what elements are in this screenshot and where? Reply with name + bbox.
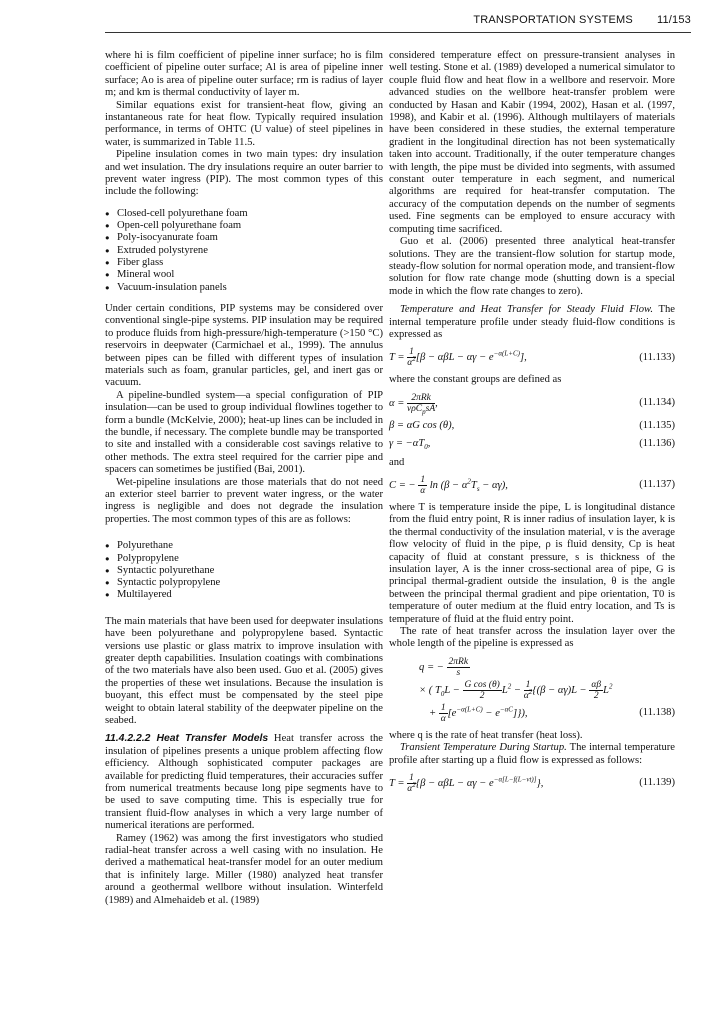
equation-number: (11.134): [639, 397, 675, 409]
list-item: ● Polypropylene: [105, 553, 383, 565]
list-item: ● Poly-isocyanurate foam: [105, 232, 383, 244]
paragraph-heading: Temperature and Heat Transfer for Steady Fluid Flow.: [400, 304, 653, 316]
equation-number: (11.139): [639, 777, 675, 789]
list-item: ● Syntactic polyurethane: [105, 565, 383, 577]
paragraph-text: The internal temperature profile after starting up a fluid flow is expressed as follows:: [389, 742, 675, 766]
paragraph: The rate of heat transfer across the insulation layer over the whole length of the pipeline is expressed as: [389, 626, 675, 650]
list-item: ● Open-cell polyurethane foam: [105, 220, 383, 232]
paragraph: A pipeline-bundled system—a special configuration of PIP insulation—can be used to group individual flowlines together to form a bundle (McKelvie, 2000); heat-up lines can be included in the bundle, if necessary. The complete bundle may be transported to site and installed with a considerable cost savings relative to other methods. The extra steel required for the carrier pipe and spacers can sometimes be justified (Bai, 2001).: [105, 389, 383, 476]
running-header: [105, 14, 691, 33]
paragraph: and: [389, 456, 405, 468]
equation-number: (11.138): [639, 707, 675, 719]
section-heading: 11.4.2.2.2 Heat Transfer Models: [105, 733, 269, 745]
equation-number: (11.136): [639, 438, 675, 450]
equation-11-138: q = − $\frac{\text{2πRk}}{s}$ × ( $T_0L$ − $\frac{\text{G cos (θ)}}{2}$ $L^2$ − $\frac{1}{\alpha^2}$ {(β − αγ)L − $\frac{\alpha\beta}{2}$ $L^2$ + $\frac{1}{\alpha}$ $[e^{-\alpha(L+C)} - e^{-\alpha C}]$}), (11.138): [419, 656, 675, 724]
list-item: ● Polyurethane: [105, 540, 383, 552]
list-item: ● Closed-cell polyurethane foam: [105, 208, 383, 220]
equation-number: (11.135): [639, 419, 675, 431]
paragraph: [389, 742, 675, 767]
right-column: [389, 50, 675, 800]
equation-11-135: β = αG cos (θ), (11.135): [389, 419, 675, 431]
paragraph: The main materials that have been used for deepwater insulations have been polyurethane and polypropylene based. Syntactic versions use plastic or glass matrix to improve insulation with greater depth capabilities. Insulation coatings with combinations of the two materials have also been used. Guo et al. (2005) gives the properties of these wet insulations. Because the insulation is buoyant, this effect must be compensated by the steel pipe weight to obtain lateral stability of the deepwater pipeline on the seabed.: [105, 615, 383, 726]
paragraph: Guo et al. (2006) presented three analytical heat-transfer solutions. They are the transient-flow solution for startup mode, steady-flow solution for normal operation mode, and transient-flow solution for flow rate change mode (shutting down is a special mode in which the flow rate changes to zero).: [389, 236, 675, 297]
paragraph: Pipeline insulation comes in two main types: dry insulation and wet insulation. The dry insulations require an outer barrier to prevent water ingress (PIP). The most common types of this include the following:: [105, 149, 383, 198]
paragraph-text: Heat transfer across the insulation of pipelines presents a unique problem affecting flow efficiency. Although sophisticated computer packages are available for predicting fluid temperatures, their accuracies suffer from numerical treatments because long pipe segments have to be used to save computing time. This is especially true for transient fluid-flow analyses in which a very large number of numerical iterations are performed.: [105, 733, 383, 832]
paragraph-text: The internal temperature profile under steady fluid-flow conditions is expressed as: [389, 304, 675, 340]
paragraph-heading: Transient Temperature During Startup.: [400, 742, 567, 754]
list-item: ● Vacuum-insulation panels: [105, 282, 383, 294]
paragraph: where the constant groups are defined as: [389, 374, 562, 386]
equation-11-139: T = $\frac{1}{\alpha^2}$ $\{\beta - \alpha\beta L - \alpha\gamma - e^{-\alpha[L-f(L-vt)]}\}$, (11.139): [389, 773, 675, 795]
equation-number: (11.137): [639, 479, 675, 491]
equation-11-133: T = $\frac{1}{\alpha^2}$ $[\beta - \alpha\beta L - \alpha\gamma - e^{-\alpha(L+C)}]$, (11.133): [389, 347, 675, 369]
page-number: 11/153: [656, 14, 691, 26]
dry-insulation-list: [105, 208, 383, 294]
paragraph: where hi is film coefficient of pipeline inner surface; ho is film coefficient of pipeline outer surface; Al is area of pipeline inner surface; Ao is area of pipeline outer surface; rm is radius of layer m; and km is thermal conductivity of layer m.: [105, 50, 383, 99]
list-item: ● Multilayered: [105, 589, 383, 601]
list-item: ● Syntactic polypropylene: [105, 577, 383, 589]
equation-11-136: $\gamma = -\alpha T_0$, (11.136): [389, 438, 675, 452]
wet-insulation-list: [105, 540, 383, 601]
equation-11-137: C = − $\frac{1}{\alpha}$ $\ln (\beta - \alpha^2T_s - \alpha\gamma)$, (11.137): [389, 474, 675, 496]
paragraph: where q is the rate of heat transfer (heat loss).: [389, 729, 583, 741]
paragraph: [389, 304, 675, 341]
section-paragraph: [105, 733, 383, 832]
equation-11-134: α = $\frac{\text{2πRk}}{v\rho C_psA}$ , (11.134): [389, 392, 675, 416]
paragraph: Ramey (1962) was among the first investigators who studied radial-heat transfer across a well casing with no insulation. He derived a mathematical heat-transfer model for an outer medium that is infinitely large. Miller (1980) analyzed heat transfer around a geothermal wellbore without insulation. Winterfeld (1989) and Almehaideb et al. (1989): [105, 832, 383, 906]
paragraph: Wet-pipeline insulations are those materials that do not need an exterior steel barrier to prevent water ingress, or the water ingress is negligible and does not degrade the insulation properties. The most common types of this are as follows:: [105, 476, 383, 525]
left-column: [105, 50, 383, 907]
list-item: ● Mineral wool: [105, 269, 383, 281]
running-title: TRANSPORTATION SYSTEMS: [473, 14, 633, 26]
paragraph: Under certain conditions, PIP systems may be considered over conventional single-pipe systems. PIP insulation may be required to produce fluids from high-pressure/high-temperature (>150 °C) reservoirs in deepwater (Carmichael et al., 1999). The annulus between pipes can be filled with different types of insulation materials such as foam, granular particles, gel, and inert gas or vacuum.: [105, 302, 383, 389]
paragraph: considered temperature effect on pressure-transient analyses in well testing. Stone et al. (1989) developed a numerical simulator to couple fluid flow and heat flow in a wellbore and reservoir. More advanced studies on the wellbore heat-transfer problem were conducted by Hasan and Kabir (1994, 2002), Hasan et al. (1997, 1998), and Kabir et al. (1996). Although multilayers of materials have been considered in these studies, the external temperature gradient in the longitudinal direction has not been systematically taken into account. Traditionally, if the outer temperature changes with length, the pipe must be divided into segments, with assumed constant outer temperature in each segment, and numerical algorithms are required for heat-transfer computation. The accuracy of the computation depends on the number of segments used. Fine segments can be employed to ensure accuracy with computing time sacrificed.: [389, 50, 675, 235]
paragraph: where T is temperature inside the pipe, L is longitudinal distance from the fluid entry point, R is inner radius of insulation layer, k is the thermal conductivity of the insulation material, v is the average flow velocity of fluid in the pipe, ρ is fluid density, Cp is heat capacity of fluid at constant pressure, s is thickness of the insulation layer, A is the inner cross-sectional area of pipe, G is principal thermal-gradient outside the insulation, θ is the angle between the principal thermal gradient and pipe orientation, T0 is temperature of outer medium at the fluid entry location, and Ts is temperature of fluid at the fluid entry point.: [389, 501, 675, 625]
list-item: ● Fiber glass: [105, 257, 383, 269]
equation-number: (11.133): [639, 351, 675, 363]
list-item: ● Extruded polystyrene: [105, 245, 383, 257]
paragraph: Similar equations exist for transient-heat flow, giving an instantaneous rate for heat flow. Typically required insulation performance, in terms of OHTC (U value) of steel pipelines in water, is summarized in Table 11.5.: [105, 99, 383, 148]
